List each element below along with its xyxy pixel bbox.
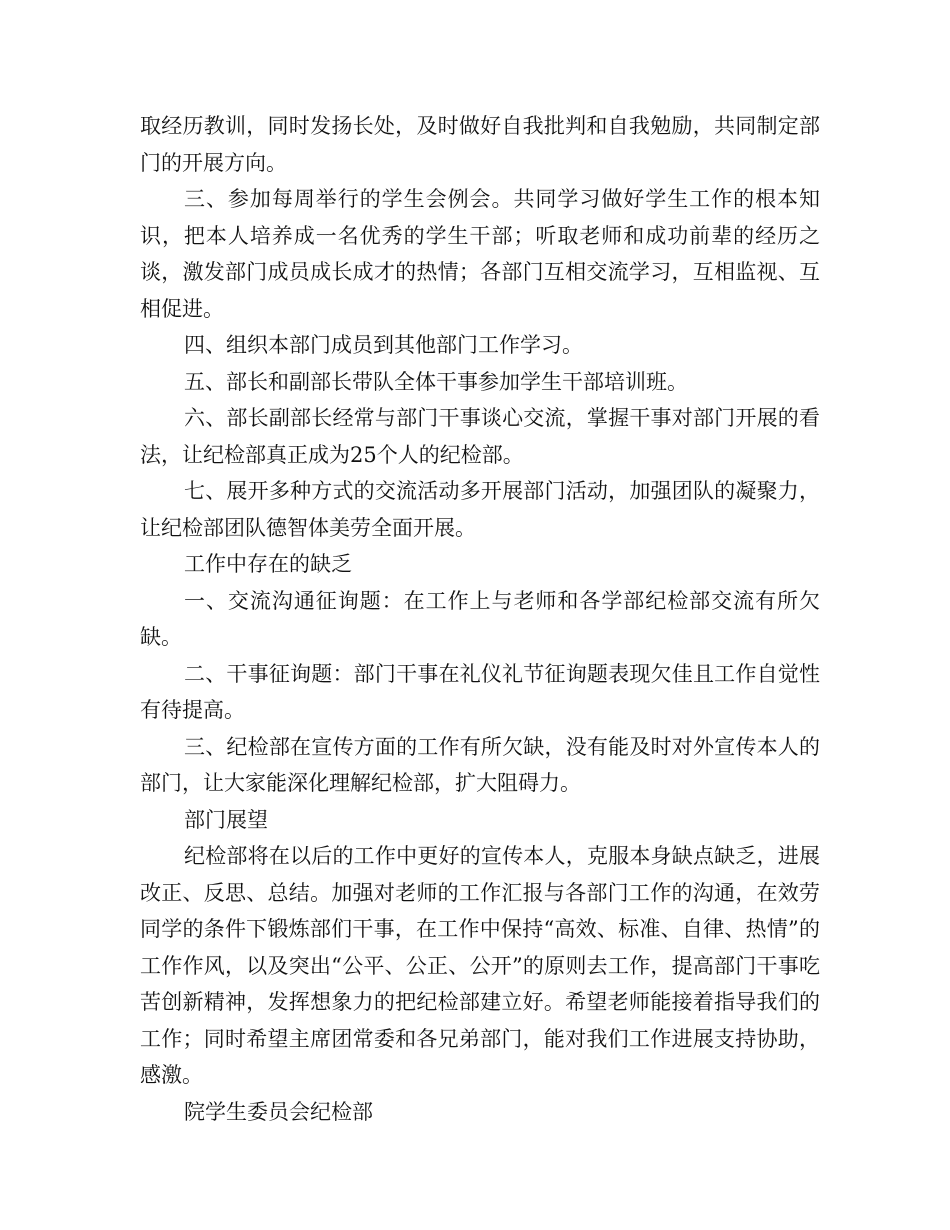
body-paragraph: 一、交流沟通征询题：在工作上与老师和各学部纪检部交流有所欠缺。 <box>140 588 820 649</box>
document-body <box>140 108 820 1130</box>
body-paragraph: 七、展开多种方式的交流活动多开展部门活动，加强团队的凝聚力，让纪检部团队德智体美劳全面开展。 <box>140 479 820 540</box>
body-paragraph: 五、部长和副部长带队全体干事参加学生干部培训班。 <box>184 369 688 394</box>
section-heading: 部门展望 <box>184 807 268 832</box>
body-paragraph: 三、纪检部在宣传方面的工作有所欠缺，没有能及时对外宣传本人的部门，让大家能深化理解纪检部，扩大阻碍力。 <box>140 734 820 795</box>
body-paragraph: 二、干事征询题：部门干事在礼仪礼节征询题表现欠佳且工作自觉性有待提高。 <box>140 661 820 722</box>
body-paragraph: 取经历教训，同时发扬长处，及时做好自我批判和自我勉励，共同制定部门的开展方向。 <box>140 114 820 175</box>
body-paragraph: 三、参加每周举行的学生会例会。共同学习做好学生工作的根本知识，把本人培养成一名优秀的学生干部；听取老师和成功前辈的经历之谈，激发部门成员成长成才的热情；各部门互相交流学习，互相监视、互相促进。 <box>140 187 820 321</box>
body-paragraph: 四、组织本部门成员到其他部门工作学习。 <box>184 333 583 357</box>
section-heading: 工作中存在的缺乏 <box>184 552 352 576</box>
body-paragraph: 纪检部将在以后的工作中更好的宣传本人，克服本身缺点缺乏，进展改正、反思、总结。加强对老师的工作汇报与各部门工作的沟通，在效劳同学的条件下锻炼部们干事，在工作中保持“高效、标准、自律、热情”的工作作风，以及突出“公平、公正、公开”的原则去工作，提高部门干事吃苦创新精神，发挥想象力的把纪检部建立好。希望老师能接着指导我们的工作；同时希望主席团常委和各兄弟部门，能对我们工作进展支持协助，感激。 <box>140 844 820 1087</box>
signature-line: 院学生委员会纪检部 <box>184 1099 373 1124</box>
body-paragraph: 六、部长副部长经常与部门干事谈心交流，掌握干事对部门开展的看法，让纪检部真正成为25个人的纪检部。 <box>140 406 820 467</box>
